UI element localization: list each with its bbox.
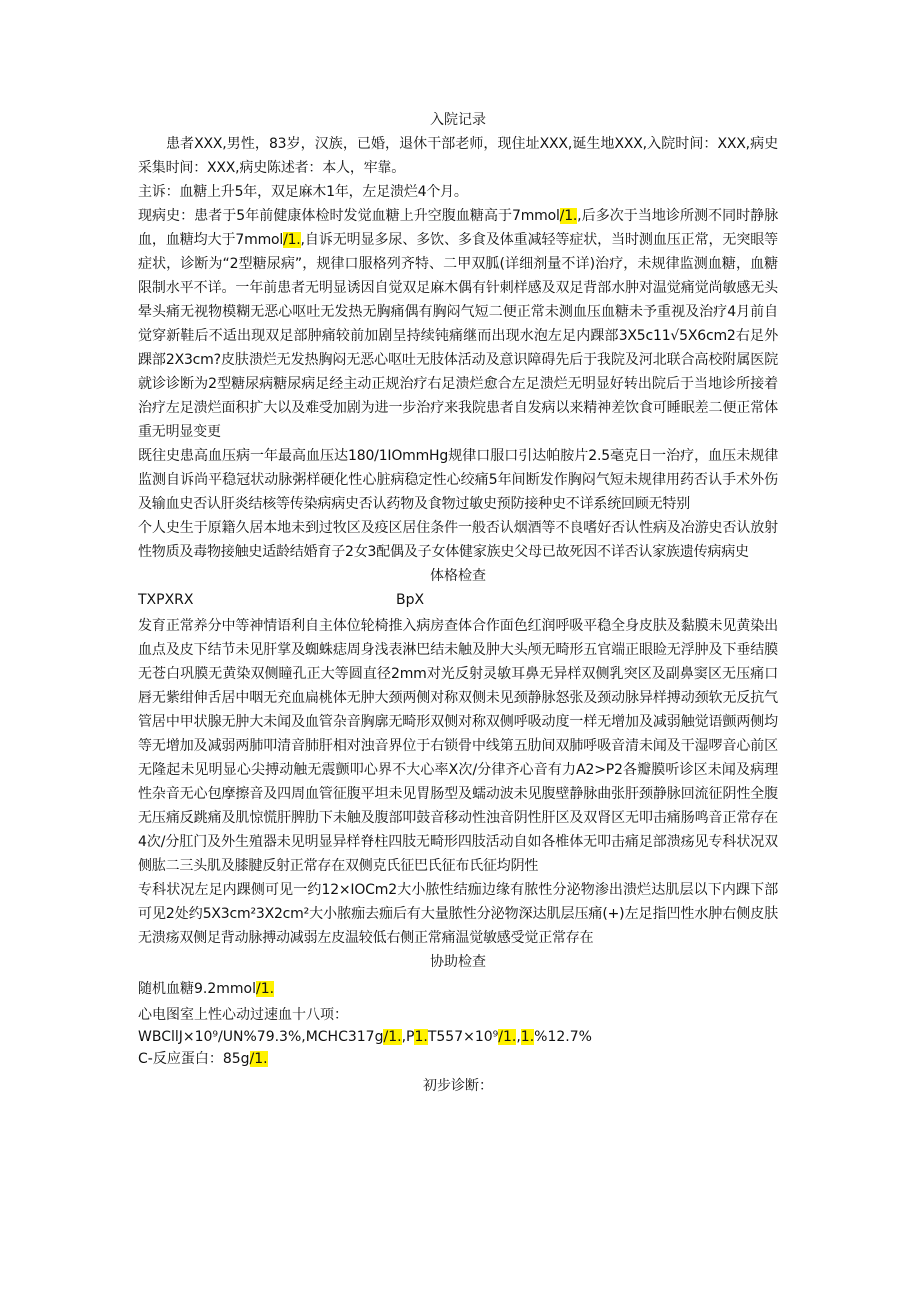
personal-history: 个人史生于原籍久居本地未到过牧区及疫区居住条件一般否认烟酒等不良嗜好否认性病及冶游史否认放射性物质及毒物接触史适龄结婚育子2女3配偶及子女体健家族史父母已故死因不详否认家族遗传病病史 (138, 520, 778, 560)
highlight-mark: /1. (249, 1051, 268, 1067)
highlight-mark: 1. (520, 1029, 535, 1045)
highlight-mark: /1. (559, 208, 578, 224)
c-reactive-protein: C-反应蛋白：85g/1. (138, 1051, 268, 1067)
past-history: 既往史患高血压病一年最高血压达180/1IOmmHg规律口服口引达帕胺片2.5毫克日一治疗，血压未规律监测自诉尚平稳冠状动脉粥样硬化性心脏病稳定性心绞痛5年间断发作胸闷气短未规律用药否认手术外伤及输血史否认肝炎结核等传染病病史否认药物及食物过敏史预防接种史不详系统回顾无特别 (138, 448, 778, 512)
patient-intro: 患者XXX,男性，83岁，汉族，已婚，退休干部老师，现住址XXX,诞生地XXX,入院时间：XXX,病史采集时间：XXX,病史陈述者：本人，牢靠。 (138, 136, 778, 176)
highlight-mark: /1. (256, 981, 275, 997)
vitals-bp: BpX (396, 592, 425, 608)
hpi-text-3: ,自诉无明显多尿、多饮、多食及体重减轻等症状，当时测血压正常，无突眼等症状，诊断为“2型糖尿病”，规律口服格列齐特、二甲双胍(详细剂量不详)治疗，未规律监测血糖，血糖限制水平不详。一年前患者无明显诱因自觉双足麻木偶有针刺样感及双足背部水肿对温觉痛觉尚敏感无头晕头痛无视物模糊无恶心呕吐无发热无胸痛偶有胸闷气短二便正常未测血压血糖未予重视及治疗4月前自觉穿新鞋后不适出现双足部肿痛较前加剧呈持续钝痛继而出现水泡左足内踝部3X5c11√5X6cm2右足外踝部2X3cm?皮肤溃烂无发热胸闷无恶心呕吐无肢体活动及意识障碍先后于我院及河北联合高校附属医院就诊诊断为2型糖尿病糖尿病足经主动正规治疗右足溃烂愈合左足溃烂无明显好转出院后于当地诊所接着治疗左足溃烂面积扩大以及难受加剧为进一步治疗来我院患者自发病以来精神差饮食可睡眠差二便正常体重无明显变更 (138, 232, 778, 440)
auxiliary-exam-heading: 协助检查 (430, 954, 486, 970)
hpi-text-1: 现病史：患者于5年前健康体检时发觉血糖上升空腹血糖高于7mmol (138, 208, 560, 224)
specialty-exam: 专科状况左足内踝侧可见一约12×IOCm2大小脓性结痂边缘有脓性分泌物渗出溃烂达肌层以下内踝下部可见2处约5X3cm²3X2cm²大小脓痂去痂后有大量脓性分泌物深达肌层压痛(+)左足指凹性水肿右侧皮肤无溃疡双侧足背动脉搏动减弱左皮温较低右侧正常痛温觉敏感受觉正常存在 (138, 882, 778, 946)
highlight-mark: /1. (498, 1029, 517, 1045)
blood-count: WBCllJ×10⁹/UN%79.3%,MCHC317g/1.,P1.T557×10⁹/1.,1.%12.7% (138, 1029, 592, 1045)
ecg-result: 心电图室上性心动过速血十八项： (138, 1007, 348, 1023)
highlight-mark: /1. (283, 232, 301, 248)
chief-complaint: 主诉：血糖上升5年，双足麻木1年，左足溃烂4个月。 (138, 184, 468, 200)
general-exam: 发育正常养分中等神情语利自主体位轮椅推入病房查体合作面色红润呼吸平稳全身皮肤及黏膜未见黄染出血点及皮下结节未见肝掌及蜘蛛痣周身浅表淋巴结未触及肿大头颅无畸形五官端正眼睑无浮肿及下垂结膜无苍白巩膜无黄染双侧瞳孔正大等圆直径2mm对光反射灵敏耳鼻无异样双侧乳突区及副鼻窦区无压痛口唇无紫绀伸舌居中咽无充血扁桃体无肿大颈两侧对称双侧未见颈静脉怒张及颈动脉异样搏动颈软无反抗气管居中甲状腺无肿大未闻及血管杂音胸廓无畸形双侧对称双侧呼吸动度一样无增加及减弱触觉语颤两侧均等无增加及减弱两肺叩清音肺肝相对浊音界位于右锁骨中线第五肋间双肺呼吸音清未闻及干湿啰音心前区无隆起未见明显心尖搏动触无震颤叩心界不大心率X次/分律齐心音有力A2>P2各瓣膜听诊区未闻及病理性杂音无心包摩擦音及四周血管征腹平坦未见胃肠型及蠕动波未见腹壁静脉曲张肝颈静脉回流征阴性全腹无压痛反跳痛及肌惊慌肝脾肋下未触及腹部叩鼓音移动性浊音阴性肝区及双肾区无叩击痛肠鸣音正常存在4次/分肛门及外生殖器未见明显异样脊柱四肢无畸形四肢活动自如各椎体无叩击痛足部溃疡见专科状况双侧肱二三头肌及膝腱反射正常存在双侧克氏征巴氏征布氏征均阴性 (138, 618, 778, 874)
preliminary-diagnosis-heading: 初步诊断： (423, 1078, 493, 1094)
vitals-txpxrx: TXPXRX (138, 592, 194, 608)
record-title: 入院记录 (430, 112, 486, 128)
admission-record (138, 108, 778, 1098)
present-illness-history (138, 204, 778, 444)
highlight-mark: 1. (414, 1029, 428, 1045)
highlight-mark: /1. (383, 1029, 402, 1045)
random-glucose: 随机血糖9.2mmol/1. (138, 981, 275, 997)
hpi-text-2: ,后多次于当地诊所测不同时静脉血，血糖均大于7mmol (138, 208, 778, 248)
vitals-line (138, 588, 778, 614)
physical-exam-heading: 体格检查 (430, 568, 486, 584)
